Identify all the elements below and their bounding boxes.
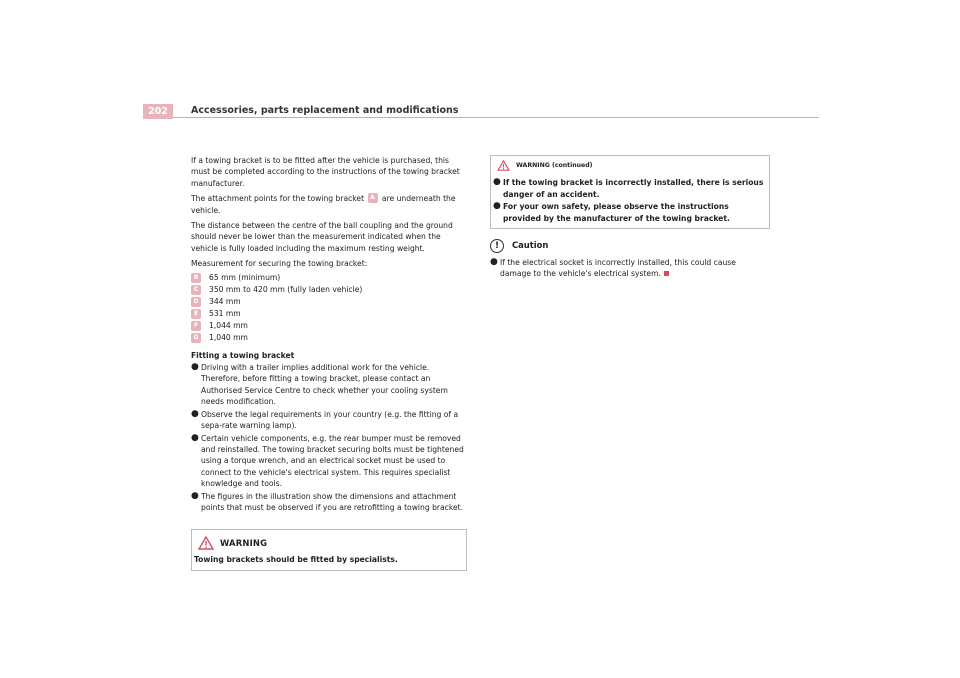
warning-triangle-icon bbox=[497, 160, 510, 171]
measurement-item: D 344 mm bbox=[191, 296, 467, 308]
warning-continued-box bbox=[490, 155, 770, 229]
warning-title: WARNING bbox=[220, 537, 268, 548]
bullet-item: ● Driving with a trailer implies additional work for the vehicle. Therefore, before fitting a towing bracket, please contact an Authorised Service Centre to check whether your cooling system needs modification. bbox=[191, 362, 448, 407]
measurement-item: B 65 mm (minimum) bbox=[191, 272, 467, 284]
warning-continued-title: WARNING (continued) bbox=[516, 162, 593, 169]
section-end-icon bbox=[664, 271, 669, 276]
figure-badge: C bbox=[191, 285, 201, 295]
measurement-item: C 350 mm to 420 mm (fully laden vehicle) bbox=[191, 284, 467, 296]
left-column bbox=[191, 155, 467, 571]
bullet-item bbox=[490, 257, 766, 280]
bullet-icon: ● bbox=[191, 362, 199, 373]
bullet-item: ● For your own safety, please observe the instructions provided by the manufacturer of the towing bracket. bbox=[493, 201, 730, 223]
caution-title: Caution bbox=[512, 240, 549, 251]
warning-triangle-icon bbox=[198, 536, 214, 550]
measurement-item: E 531 mm bbox=[191, 308, 467, 320]
bullet-icon: ● bbox=[191, 490, 199, 501]
section-heading: Fitting a towing bracket bbox=[191, 350, 295, 360]
bullet-icon: ● bbox=[191, 408, 199, 419]
page-number: 202 bbox=[143, 104, 173, 119]
bullet-item: ● Observe the legal requirements in your country (e.g. the fitting of a sepa-rate warning lamp). bbox=[191, 408, 459, 431]
intro-paragraph: If a towing bracket is to be fitted after the vehicle is purchased, this must be completed according to the instructions of the towing bracket manufacturer. bbox=[191, 156, 460, 188]
measurement-item: G 1,040 mm bbox=[191, 332, 467, 344]
bullet-icon: ● bbox=[490, 257, 498, 268]
bullet-icon: ● bbox=[493, 201, 501, 212]
warning-box bbox=[191, 529, 467, 570]
figure-badge: E bbox=[191, 309, 201, 319]
figure-badge: B bbox=[191, 273, 201, 283]
attachment-paragraph: The attachment points for the towing bracket A are underneath the vehicle. bbox=[191, 194, 456, 215]
distance-paragraph: The distance between the centre of the ball coupling and the ground should never be lower than the measurement indicated when the vehicle is fully loaded including the maximum resting weight. bbox=[191, 221, 453, 253]
measurement-list bbox=[191, 272, 467, 344]
caution-text: If the electrical socket is incorrectly installed, this could cause damage to the vehicle's electrical system. bbox=[500, 258, 736, 279]
caution-exclamation-icon: ! bbox=[490, 239, 504, 253]
bullet-icon: ● bbox=[493, 177, 501, 188]
bullet-item: ● Certain vehicle components, e.g. the rear bumper must be removed and reinstalled. The towing bracket securing bolts must be tightened using a torque wrench, and an electrical socket must be used to connect to the vehicle's electrical system. This requires specialist knowledge and tools. bbox=[191, 432, 464, 489]
bullet-icon: ● bbox=[191, 432, 199, 443]
measurement-item: F 1,044 mm bbox=[191, 320, 467, 332]
page-title: Accessories, parts replacement and modifications bbox=[191, 105, 459, 116]
warning-text: Towing brackets should be fitted by specialists. bbox=[194, 555, 398, 565]
caution-heading bbox=[490, 239, 766, 253]
figure-badge: G bbox=[191, 333, 201, 343]
figure-badge-a: A bbox=[368, 193, 378, 203]
bullet-item: ● If the towing bracket is incorrectly installed, there is serious danger of an accident. bbox=[493, 177, 764, 199]
measurement-intro: Measurement for securing the towing bracket: bbox=[191, 259, 368, 269]
figure-badge: F bbox=[191, 321, 201, 331]
figure-badge: D bbox=[191, 297, 201, 307]
bullet-item: ● The figures in the illustration show the dimensions and attachment points that must be observed if you are retrofitting a towing bracket. bbox=[191, 490, 464, 512]
right-column bbox=[490, 155, 766, 281]
